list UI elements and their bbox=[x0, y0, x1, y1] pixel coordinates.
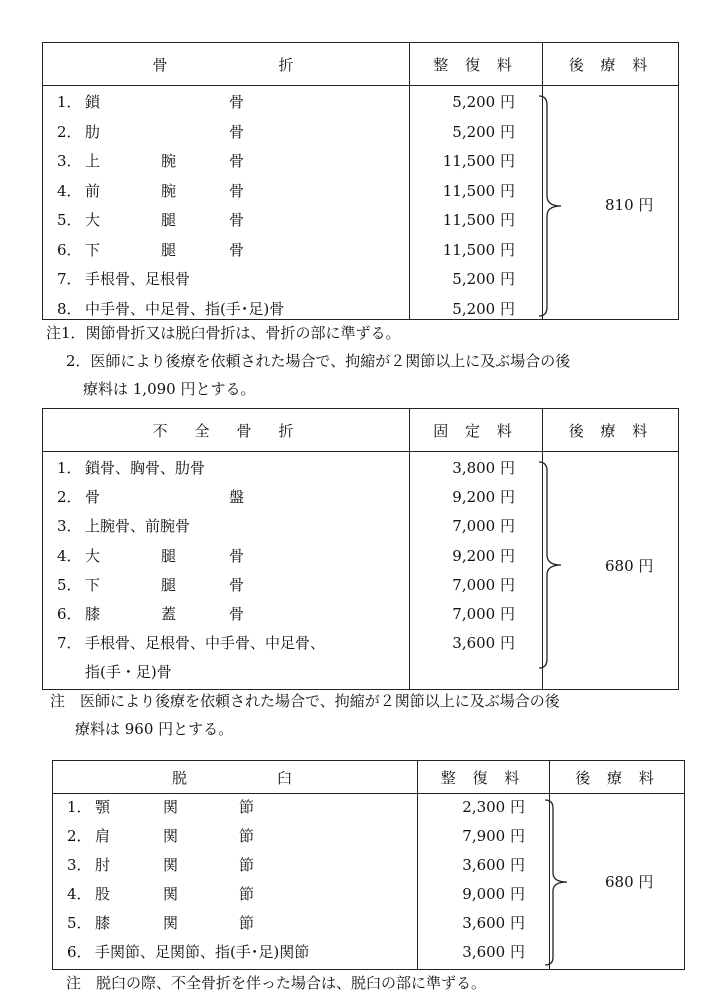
row-number: 8． bbox=[57, 299, 82, 318]
fee-value: 11,500 円 bbox=[442, 181, 515, 200]
table-row bbox=[43, 632, 678, 682]
table-row bbox=[43, 209, 678, 239]
bone-name-part: 骨 bbox=[229, 152, 245, 170]
table-row bbox=[43, 268, 678, 298]
fee-value: 7,900 円 bbox=[462, 827, 525, 845]
row-number: 6． bbox=[57, 240, 82, 259]
fee-value: 11,500 円 bbox=[442, 240, 515, 259]
bone-name-part: 関 bbox=[163, 827, 179, 845]
fee-value: 3,800 円 bbox=[452, 459, 515, 477]
brace-icon bbox=[535, 93, 569, 319]
row-number: 4． bbox=[67, 885, 92, 903]
bone-name-part: 関 bbox=[163, 885, 179, 903]
brace-icon bbox=[535, 459, 569, 671]
bone-name: 上腕骨、前腕骨 bbox=[85, 517, 191, 536]
bone-name-part: 鎖 bbox=[85, 93, 101, 111]
fee-value: 5,200 円 bbox=[452, 93, 515, 111]
bone-name-part: 腕 bbox=[161, 152, 177, 170]
bone-name-part: 骨 bbox=[229, 575, 245, 594]
row-number: 3． bbox=[57, 152, 82, 170]
bone-name-part: 節 bbox=[239, 914, 255, 932]
bone-name-part: 上 bbox=[85, 152, 101, 170]
note-line: 療料は 1,090 円とする。 bbox=[83, 380, 256, 398]
bone-name-part: 関 bbox=[163, 856, 179, 874]
row-number: 5． bbox=[57, 575, 82, 594]
bone-name: 手関節、足関節、指(手･足)関節 bbox=[95, 943, 310, 961]
bone-name-part: 骨 bbox=[85, 488, 101, 507]
note-line: 注 脱臼の際、不全骨折を伴った場合は、脱臼の部に準ずる。 bbox=[66, 974, 487, 992]
table-row bbox=[43, 515, 678, 544]
bone-name-part: 関 bbox=[163, 798, 179, 816]
fee-value: 5,200 円 bbox=[452, 122, 515, 141]
bone-name-part: 節 bbox=[239, 856, 255, 874]
bone-name-part: 盤 bbox=[229, 488, 245, 507]
table-row bbox=[43, 457, 678, 486]
aftercare-fee-value: 810 円 bbox=[605, 196, 654, 214]
table-row bbox=[43, 574, 678, 603]
bone-name-part: 骨 bbox=[229, 181, 245, 200]
row-number: 3． bbox=[57, 517, 82, 536]
fee-value: 11,500 円 bbox=[442, 152, 515, 170]
bone-name-part: 肘 bbox=[95, 856, 111, 874]
aftercare-fee-value: 680 円 bbox=[605, 557, 654, 575]
fee-value: 5,200 円 bbox=[452, 270, 515, 288]
brace-icon bbox=[541, 797, 575, 969]
header-aftercare-fee: 後 療 料 bbox=[575, 768, 660, 787]
fee-value: 9,000 円 bbox=[462, 885, 525, 903]
bone-name-part: 節 bbox=[239, 885, 255, 903]
bone-name-part: 骨 bbox=[229, 122, 245, 141]
header-reduction-fee: 整 復 料 bbox=[433, 55, 518, 74]
bone-name-part: 骨 bbox=[229, 546, 245, 565]
bone-name-part: 膝 bbox=[95, 914, 111, 932]
bone-name-part: 腿 bbox=[161, 211, 177, 229]
fee-value: 2,300 円 bbox=[462, 798, 525, 816]
row-number: 2． bbox=[57, 122, 82, 141]
bone-name-part: 腿 bbox=[161, 546, 177, 565]
bone-name-part: 前 bbox=[85, 181, 101, 200]
note-line: 注1．関節骨折又は脱臼骨折は、骨折の部に準ずる。 bbox=[46, 324, 401, 342]
dislocation-table bbox=[52, 760, 685, 970]
header-aftercare-fee: 後 療 料 bbox=[568, 421, 654, 440]
fee-value: 7,000 円 bbox=[452, 605, 515, 623]
table-row bbox=[43, 180, 678, 210]
bone-name-part: 骨 bbox=[229, 93, 245, 111]
note-line: 2．医師により後療を依頼された場合で、拘縮が２関節以上に及ぶ場合の後 bbox=[66, 352, 571, 370]
bone-name-part: 下 bbox=[85, 575, 101, 594]
row-number: 1． bbox=[57, 93, 82, 111]
table-row bbox=[43, 545, 678, 574]
fee-value: 3,600 円 bbox=[462, 856, 525, 874]
row-number: 6． bbox=[57, 605, 82, 623]
bone-name-part: 腿 bbox=[161, 575, 177, 594]
fee-value: 5,200 円 bbox=[452, 299, 515, 318]
bone-name-part: 膝 bbox=[85, 605, 101, 623]
row-number: 2． bbox=[67, 827, 92, 845]
fee-value: 7,000 円 bbox=[452, 575, 515, 594]
bone-name: 鎖骨、胸骨、肋骨 bbox=[85, 459, 206, 477]
note-line: 療料は 960 円とする。 bbox=[75, 720, 234, 738]
table-row bbox=[43, 150, 678, 180]
bone-name: 中手骨、中足骨、指(手･足)骨 bbox=[85, 299, 285, 318]
bone-name: 手根骨、足根骨、中手骨、中足骨、 bbox=[85, 634, 326, 653]
bone-name-part: 節 bbox=[239, 827, 255, 845]
bone-name: 手根骨、足根骨 bbox=[85, 270, 191, 288]
incomplete-fracture-table bbox=[42, 408, 679, 690]
fee-value: 3,600 円 bbox=[462, 943, 525, 961]
bone-name-part: 腿 bbox=[161, 240, 177, 259]
row-number: 2． bbox=[57, 488, 82, 507]
bone-name-part: 大 bbox=[85, 211, 101, 229]
fee-value: 7,000 円 bbox=[452, 517, 515, 536]
fee-value: 11,500 円 bbox=[442, 211, 515, 229]
fee-value: 9,200 円 bbox=[452, 546, 515, 565]
table-row bbox=[53, 883, 684, 912]
table-row bbox=[43, 239, 678, 269]
table-row bbox=[53, 912, 684, 941]
table-row bbox=[53, 825, 684, 854]
row-number: 7． bbox=[57, 270, 82, 288]
header-dislocation: 脱 臼 bbox=[171, 768, 298, 787]
bone-name-part: 節 bbox=[239, 798, 255, 816]
bone-name-part: 顎 bbox=[95, 798, 111, 816]
table-row bbox=[53, 796, 684, 825]
bone-name-part: 下 bbox=[85, 240, 101, 259]
bone-name-part: 蓋 bbox=[161, 605, 177, 623]
bone-name-part: 股 bbox=[95, 885, 111, 903]
bone-name-part: 骨 bbox=[229, 240, 245, 259]
row-number: 6． bbox=[67, 943, 92, 961]
header-reduction-fee: 整 復 料 bbox=[440, 768, 526, 787]
header-fixation-fee: 固 定 料 bbox=[433, 421, 518, 440]
table-row bbox=[53, 854, 684, 883]
header-fracture: 骨 折 bbox=[152, 55, 300, 74]
bone-name-part: 大 bbox=[85, 546, 101, 565]
bone-name-part: 腕 bbox=[161, 181, 177, 200]
header-aftercare-fee: 後 療 料 bbox=[568, 55, 654, 74]
table-row bbox=[43, 603, 678, 632]
row-number: 7． bbox=[57, 634, 82, 653]
table-row bbox=[43, 486, 678, 515]
row-number: 3． bbox=[67, 856, 92, 874]
fee-value: 9,200 円 bbox=[452, 488, 515, 507]
row-number: 4． bbox=[57, 546, 82, 565]
row-number: 4． bbox=[57, 181, 82, 200]
bone-name-part: 肩 bbox=[95, 827, 111, 845]
row-number: 1． bbox=[67, 798, 92, 816]
bone-name-part: 骨 bbox=[229, 211, 245, 229]
table-row bbox=[53, 941, 684, 970]
fee-value: 3,600 円 bbox=[462, 914, 525, 932]
row-number: 5． bbox=[57, 211, 82, 229]
table-row bbox=[43, 91, 678, 121]
bone-name-part: 関 bbox=[163, 914, 179, 932]
fracture-table bbox=[42, 42, 679, 320]
bone-name-part: 肋 bbox=[85, 122, 101, 141]
row-number: 1． bbox=[57, 459, 82, 477]
bone-name-continued: 指(手・足)骨 bbox=[85, 663, 172, 682]
fee-value: 3,600 円 bbox=[452, 634, 515, 653]
aftercare-fee-value: 680 円 bbox=[605, 873, 654, 891]
header-incomplete-fracture: 不 全 骨 折 bbox=[152, 421, 300, 440]
row-number: 5． bbox=[67, 914, 92, 932]
note-line: 注 医師により後療を依頼された場合で、拘縮が２関節以上に及ぶ場合の後 bbox=[50, 692, 560, 710]
table-row bbox=[43, 121, 678, 151]
bone-name-part: 骨 bbox=[229, 605, 245, 623]
